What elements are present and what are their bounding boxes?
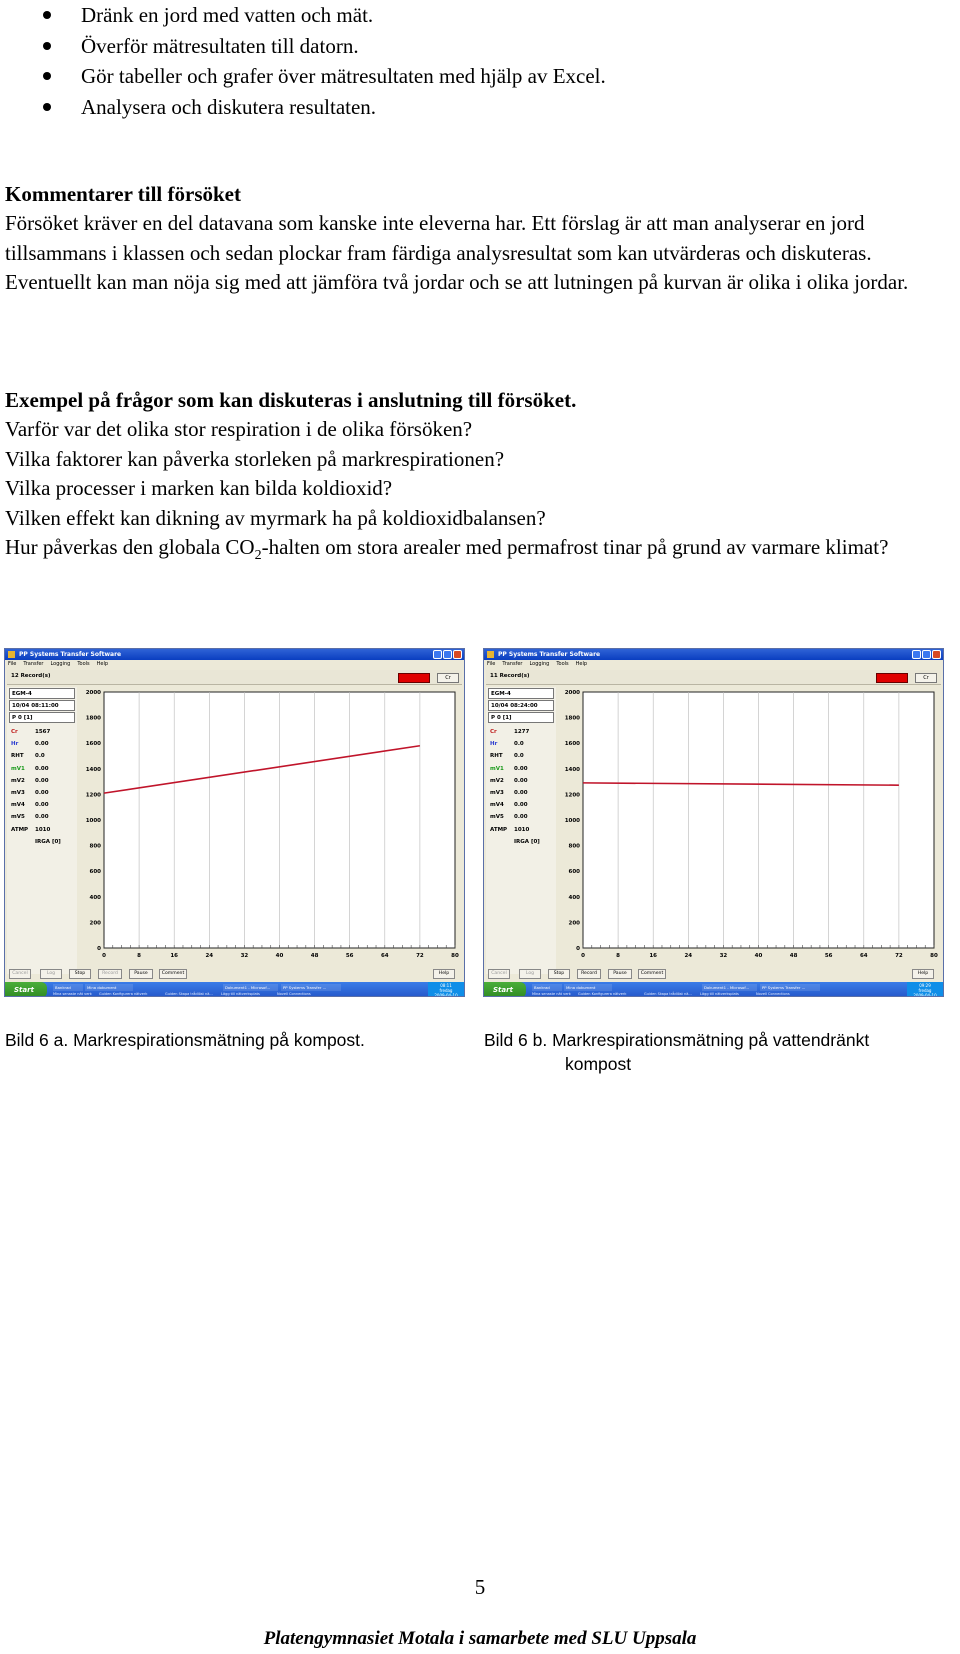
record-count: 12 Record(s) (11, 673, 51, 679)
questions-heading: Exempel på frågor som kan diskuteras i anslutning till försöket. (5, 388, 577, 412)
log-button: Log (519, 969, 541, 979)
comments-section (5, 180, 955, 298)
minimize-icon (912, 650, 921, 659)
param-row: Hr 0.00 (11, 741, 49, 748)
figure-caption-a: Bild 6 a. Markrespirationsmätning på kompost. (5, 1030, 365, 1050)
x-tick-label: 80 (451, 953, 459, 959)
list-item: Överför mätresultaten till datorn. (0, 31, 960, 62)
y-tick-label: 600 (568, 869, 580, 876)
x-tick-label: 16 (170, 953, 179, 959)
param-row: mV2 0.00 (490, 777, 528, 784)
maximize-icon (443, 650, 452, 659)
close-icon (453, 650, 462, 659)
y-tick-label: 200 (568, 920, 580, 927)
app-icon (8, 651, 15, 658)
menu-transfer: Transfer (23, 661, 44, 667)
y-tick-label: 1400 (564, 766, 580, 773)
comments-heading: Kommentarer till försöket (5, 182, 241, 206)
toolbar (5, 968, 464, 980)
maximize-icon (922, 650, 931, 659)
y-tick-label: 0 (97, 946, 101, 952)
close-icon (932, 650, 941, 659)
x-tick-label: 80 (930, 953, 938, 959)
x-tick-label: 64 (859, 953, 868, 959)
record-bar (7, 670, 462, 685)
x-tick-label: 48 (789, 953, 798, 959)
param-row: mV4 0.00 (490, 802, 528, 809)
menu-bar (484, 660, 943, 669)
y-tick-label: 1400 (85, 766, 101, 773)
x-tick-label: 72 (895, 953, 903, 959)
line-chart-a (77, 687, 464, 968)
cr-button: Cr (915, 673, 937, 683)
page-number: 5 (474, 1575, 486, 1599)
y-tick-label: 0 (576, 946, 580, 952)
minimize-icon (433, 650, 442, 659)
software-screenshot-a (4, 648, 465, 997)
param-row: Hr 0.0 (490, 741, 524, 748)
param-row: Cr 1567 (11, 729, 51, 735)
line-chart-b (556, 687, 943, 968)
param-row: mV1 0.00 (490, 765, 528, 772)
instruction-bullet-list (0, 0, 960, 122)
x-tick-label: 24 (684, 953, 693, 959)
x-tick-label: 32 (240, 953, 249, 959)
record-button: Record (577, 969, 601, 979)
parameter-panel (7, 687, 77, 974)
param-row: mV3 0.00 (11, 789, 49, 796)
status-indicator (398, 673, 430, 683)
app-icon (487, 651, 494, 658)
record-button: Record (98, 969, 122, 979)
menu-logging: Logging (529, 661, 550, 667)
param-row: IRGA [0] (35, 838, 61, 845)
y-tick-label: 1800 (85, 715, 101, 722)
chart-area (556, 687, 943, 974)
parameter-panel (486, 687, 556, 974)
x-tick-label: 72 (416, 953, 424, 959)
x-tick-label: 40 (754, 953, 763, 959)
stop-button: Stop (69, 969, 91, 979)
software-screenshot-b (483, 648, 944, 997)
x-tick-label: 8 (616, 953, 621, 959)
menu-help: Help (96, 661, 109, 667)
pause-button: Pause (129, 969, 153, 979)
menu-file: File (8, 661, 17, 667)
plot-number: P 0 [1] (488, 712, 554, 723)
y-tick-label: 1000 (564, 818, 580, 824)
plot-number: P 0 [1] (9, 712, 75, 723)
param-row: ATMP 1010 (490, 826, 530, 833)
param-row: mV5 0.00 (11, 814, 49, 821)
y-tick-label: 1200 (564, 792, 580, 799)
y-tick-label: 1200 (85, 792, 101, 799)
date-time: 10/04 08:24:00 (488, 700, 554, 711)
chart-area (77, 687, 464, 974)
comment-button: Comment (638, 969, 666, 979)
record-bar (486, 670, 941, 685)
y-tick-label: 1600 (564, 741, 580, 748)
y-tick-label: 200 (89, 920, 101, 927)
menu-file: File (487, 661, 496, 667)
menu-help: Help (575, 661, 588, 667)
y-tick-label: 800 (568, 843, 580, 850)
x-tick-label: 64 (380, 953, 389, 959)
system-tray: 09:29 fredag 2009-04-10 (907, 982, 943, 997)
bullet-icon (43, 42, 51, 50)
y-tick-label: 1800 (564, 715, 580, 722)
start-button: Start (484, 982, 526, 997)
figure-caption-b: Bild 6 b. Markrespirationsmätning på vattendränkt kompost (484, 1030, 870, 1074)
help-button: Help (433, 969, 455, 979)
menu-tools: Tools (556, 661, 569, 667)
x-tick-label: 56 (824, 953, 833, 959)
y-tick-label: 2000 (564, 690, 580, 696)
page-footer: Platengymnasiet Motala i samarbete med SLU Uppsala (263, 1628, 697, 1649)
help-button: Help (912, 969, 934, 979)
question-item: Varför var det olika stor respiration i de olika försöken? (5, 417, 473, 442)
param-row: RHT 0.0 (490, 753, 524, 760)
menu-bar (5, 660, 464, 669)
x-tick-label: 8 (137, 953, 142, 959)
menu-transfer: Transfer (502, 661, 523, 667)
log-button: Log (40, 969, 62, 979)
question-item: Vilka processer i marken kan bilda koldioxid? (5, 476, 393, 501)
cancel-button: Cancel (488, 969, 510, 979)
menu-tools: Tools (77, 661, 90, 667)
param-row: Cr 1277 (490, 729, 530, 735)
param-row: ATMP 1010 (11, 826, 51, 833)
param-row: mV5 0.00 (490, 814, 528, 821)
date-time: 10/04 08:11:00 (9, 700, 75, 711)
window-titlebar: PP Systems Transfer Software (5, 649, 464, 660)
status-indicator (876, 673, 908, 683)
param-row: mV3 0.00 (490, 789, 528, 796)
window-titlebar: PP Systems Transfer Software (484, 649, 943, 660)
param-row: IRGA [0] (514, 838, 540, 845)
list-item: Analysera och diskutera resultaten. (0, 92, 960, 123)
y-tick-label: 400 (89, 894, 101, 901)
x-tick-label: 0 (581, 953, 585, 959)
x-tick-label: 32 (719, 953, 728, 959)
y-tick-label: 1000 (85, 818, 101, 824)
comment-button: Comment (159, 969, 187, 979)
question-item: Hur påverkas den globala $CO_2$-halten om stora arealer med permafrost tinar på grund av varmare klimat? (5, 535, 889, 564)
y-tick-label: 600 (89, 869, 101, 876)
taskbar: Start Bankrad Mina dokument Dokument1 - Microsof... PP Systems Transfer ... Mina senaste nät verk Guiden Konfigurera nätverk Guiden Skapa trådlöst nä... Lägg till nätverksplats Novell Connections 08:11 fredag 2009-04-10 (5, 982, 464, 997)
menu-logging: Logging (50, 661, 71, 667)
x-tick-label: 56 (345, 953, 354, 959)
x-tick-label: 48 (310, 953, 319, 959)
cancel-button: Cancel (9, 969, 31, 979)
param-row: mV4 0.00 (11, 802, 49, 809)
param-row: mV1 0.00 (11, 765, 49, 772)
pause-button: Pause (608, 969, 632, 979)
question-item: Vilka faktorer kan påverka storleken på markrespirationen? (5, 446, 505, 471)
bullet-icon (43, 103, 51, 111)
comments-paragraph-2: Eventuellt kan man nöja sig med att jämföra två jordar och se att lutningen på kurvan är olika i olika jordar. (5, 270, 909, 295)
system-tray: 08:11 fredag 2009-04-10 (428, 982, 464, 997)
comments-paragraph-1: Försöket kräver en del datavana som kanske inte eleverna har. Ett förslag är att man analyserar en jord tillsammans i klassen och sedan plockar fram färdiga analysresultat som kan utvärderas och diskuteras. (5, 211, 872, 265)
questions-section (5, 386, 955, 571)
list-item: Dränk en jord med vatten och mät. (0, 0, 960, 31)
param-row: mV2 0.00 (11, 777, 49, 784)
stop-button: Stop (548, 969, 570, 979)
start-button: Start (5, 982, 47, 997)
x-tick-label: 24 (205, 953, 214, 959)
x-tick-label: 0 (102, 953, 106, 959)
param-row: RHT 0.0 (11, 753, 45, 760)
list-item: Gör tabeller och grafer över mätresultaten med hjälp av Excel. (0, 61, 960, 92)
y-tick-label: 400 (568, 894, 580, 901)
y-tick-label: 2000 (85, 690, 101, 696)
device-name: EGM-4 (9, 688, 75, 699)
cr-button: Cr (437, 673, 459, 683)
record-count: 11 Record(s) (490, 673, 530, 679)
x-tick-label: 40 (275, 953, 284, 959)
question-item: Vilken effekt kan dikning av myrmark ha på koldioxidbalansen? (5, 505, 546, 530)
x-tick-label: 16 (649, 953, 658, 959)
y-tick-label: 800 (89, 843, 101, 850)
bullet-icon (43, 72, 51, 80)
device-name: EGM-4 (488, 688, 554, 699)
bullet-icon (43, 11, 51, 19)
toolbar (484, 968, 943, 980)
taskbar: Start Bankrad Mina dokument Dokument1 - Microsof... PP Systems Transfer ... Mina senaste nät verk Guiden Konfigurera nätverk Guiden Skapa trådlöst nä... Lägg till nätverksplats Novell Connections 09:29 fredag 2009-04-10 (484, 982, 943, 997)
y-tick-label: 1600 (85, 741, 101, 748)
